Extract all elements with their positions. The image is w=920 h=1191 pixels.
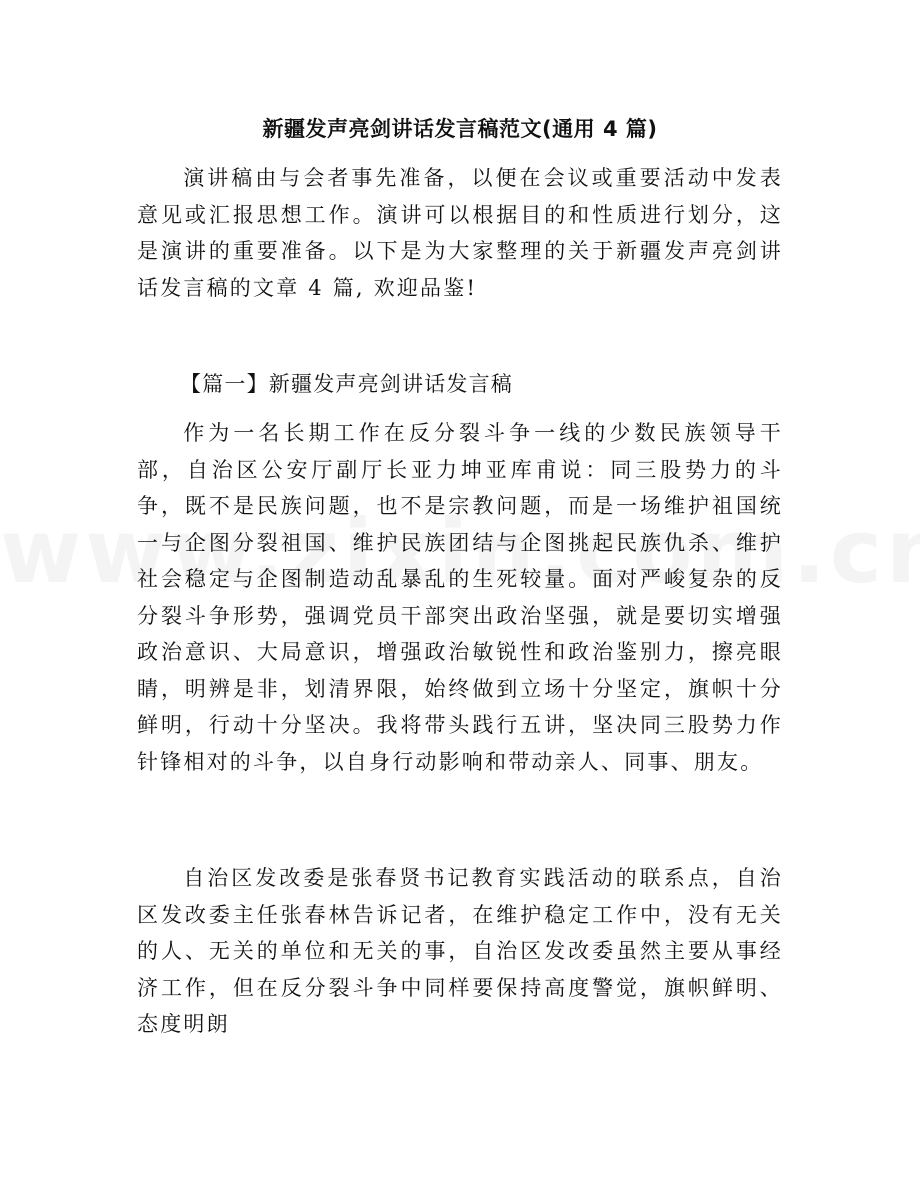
intro-paragraph: 演讲稿由与会者事先准备，以便在会议或重要活动中发表意见或汇报思想工作。演讲可以根据目的和性质进行划分，这是演讲的重要准备。以下是为大家整理的关于新疆发声亮剑讲话发言稿的文章 4 篇, 欢迎品鉴! <box>137 166 783 300</box>
body-paragraph: 作为一名长期工作在反分裂斗争一线的少数民族领导干部，自治区公安厅副厅长亚力坤亚库甫说：同三股势力的斗争，既不是民族问题，也不是宗教问题，而是一场维护祖国统一与企图分裂祖国、维护民族团结与企图挑起民族仇杀、维护社会稳定与企图制造动乱暴乱的生死较量。面对严峻复杂的反分裂斗争形势，强调党员干部突出政治坚强，就是要切实增强政治意识、大局意识，增强政治敏锐性和政治鉴别力，擦亮眼睛，明辨是非，划清界限，始终做到立场十分坚定，旗帜十分鲜明，行动十分坚决。我将带头践行五讲，坚决同三股势力作针锋相对的斗争，以自身行动影响和带动亲人、同事、朋友。 <box>137 421 783 774</box>
body-paragraph: 自治区发改委是张春贤书记教育实践活动的联系点，自治区发改委主任张春林告诉记者，在维护稳定工作中，没有无关的人、无关的单位和无关的事，自治区发改委虽然主要从事经济工作，但在反分裂斗争中同样要保持高度警觉，旗帜鲜明、态度明朗 <box>137 866 783 1036</box>
section-heading: 【篇一】新疆发声亮剑讲话发言稿 <box>180 372 513 396</box>
document-title: 新疆发声亮剑讲话发言稿范文(通用 4 篇) <box>262 117 658 141</box>
